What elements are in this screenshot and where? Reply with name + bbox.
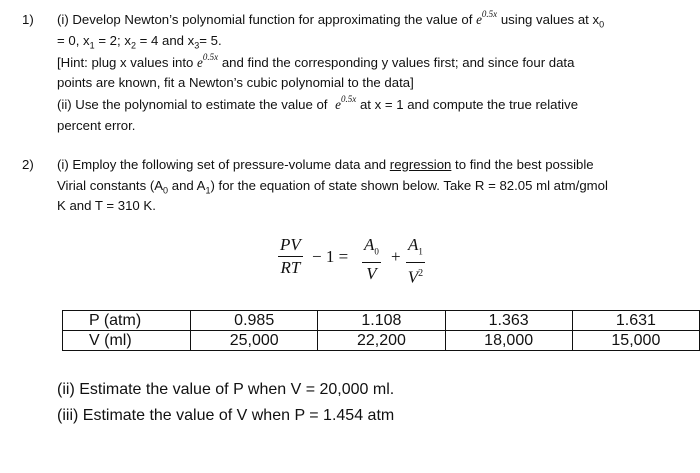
q2-regression-word: regression (389, 157, 452, 172)
q2-part3: (iii) Estimate the value of V when P = 1.454 atm (57, 407, 395, 424)
table-cell: 1.631 (572, 311, 699, 331)
eq-term2-v: V (407, 268, 419, 288)
q2-line2-c: ) for the equation of state shown below. Take R = 82.05 ml atm/gmol (210, 178, 608, 193)
q1-part2-a: (ii) Use the polynomial to estimate the value of (57, 97, 328, 112)
table-cell: 1.108 (318, 311, 445, 331)
eq-term2-exponent: 2 (418, 268, 424, 280)
eq-term1-denominator: V (366, 264, 377, 284)
eq-term2-a: A (408, 235, 419, 254)
eq-term1-a: A (364, 235, 375, 254)
q1-line2-c: = 4 and x (139, 33, 195, 48)
q2-line1-b: to find the best possible (455, 157, 594, 172)
q1-part2-exp-power: 0.5x (341, 94, 357, 104)
q1-hint-exp-base: e (197, 55, 203, 70)
table-header-pressure: P (atm) (63, 311, 191, 331)
q2-line2-b: and A (171, 178, 206, 193)
q1-x1-sub: 1 (89, 40, 95, 51)
q1-line1-text-a: (i) Develop Newton’s polynomial function for approximating the value of (57, 12, 473, 27)
q1-hint-b: and find the corresponding y values first; and since four data (221, 55, 575, 70)
q2-part2: (ii) Estimate the value of P when V = 20,000 ml. (57, 381, 395, 398)
q1-line2-b: = 2; x (98, 33, 131, 48)
q2-line1-a: (i) Employ the following set of pressure-volume data and (57, 157, 387, 172)
q1-line1-text-b: using values at x (500, 12, 600, 27)
q1-hint-line1 (57, 52, 575, 72)
eq-term2-denominator (406, 263, 425, 288)
q1-exp-base: e (476, 12, 482, 27)
table-row (63, 331, 700, 351)
table-row (63, 311, 700, 331)
q1-line2-a: = 0, x (57, 33, 90, 48)
q2-line2 (57, 178, 608, 199)
q1-exp-power: 0.5x (481, 9, 498, 19)
q2-a0-sub: 0 (163, 185, 169, 196)
q1-hint-a: [Hint: plug x values into (57, 55, 194, 70)
table-cell: 25,000 (191, 331, 318, 351)
q1-number: 1) (22, 12, 34, 27)
table-cell: 15,000 (572, 331, 699, 351)
q1-line2-d: = 5. (199, 33, 222, 48)
eq-minus-one: − 1 = (312, 247, 349, 266)
q1-hint-exp-power: 0.5x (202, 52, 219, 62)
table-header-volume: V (ml) (63, 331, 191, 351)
q1-part2-line1 (57, 94, 579, 114)
q1-x3-sub: 3 (194, 40, 200, 51)
q1-part2-exp-base: e (335, 97, 342, 112)
eq-term2-fraction (406, 235, 425, 288)
q2-line3: K and T = 310 K. (57, 198, 156, 213)
eq-lhs-numerator: PV (278, 235, 303, 257)
table-cell: 1.363 (445, 311, 572, 331)
q1-x0-sub: 0 (599, 19, 605, 30)
q2-line2-a: Virial constants (A (57, 178, 164, 193)
q2-a1-sub: 1 (205, 185, 211, 196)
q1-x2-sub: 2 (130, 40, 136, 51)
q1-part2-b: at x = 1 and compute the true relative (359, 97, 579, 112)
eq-term2-sub: 1 (418, 246, 423, 257)
eq-term2-numerator (406, 235, 425, 263)
q2-line1 (57, 157, 594, 173)
eq-term1-sub: 0 (374, 246, 379, 257)
eq-lhs-denominator: RT (280, 258, 301, 277)
q1-hint-line2: points are known, fit a Newton’s cubic polynomial to the data] (57, 75, 414, 90)
eq-term1-fraction (362, 235, 381, 284)
table-cell: 22,200 (318, 331, 445, 351)
pressure-volume-table (62, 310, 700, 351)
table-cell: 18,000 (445, 331, 572, 351)
table-cell: 0.985 (191, 311, 318, 331)
q1-line1 (57, 9, 605, 33)
q1-part2-line2: percent error. (57, 118, 136, 133)
q2-number: 2) (22, 157, 34, 172)
q1-line2 (57, 33, 222, 54)
eq-lhs-fraction (278, 235, 303, 278)
eq-term1-numerator (362, 235, 381, 263)
eq-plus: + (391, 247, 401, 266)
